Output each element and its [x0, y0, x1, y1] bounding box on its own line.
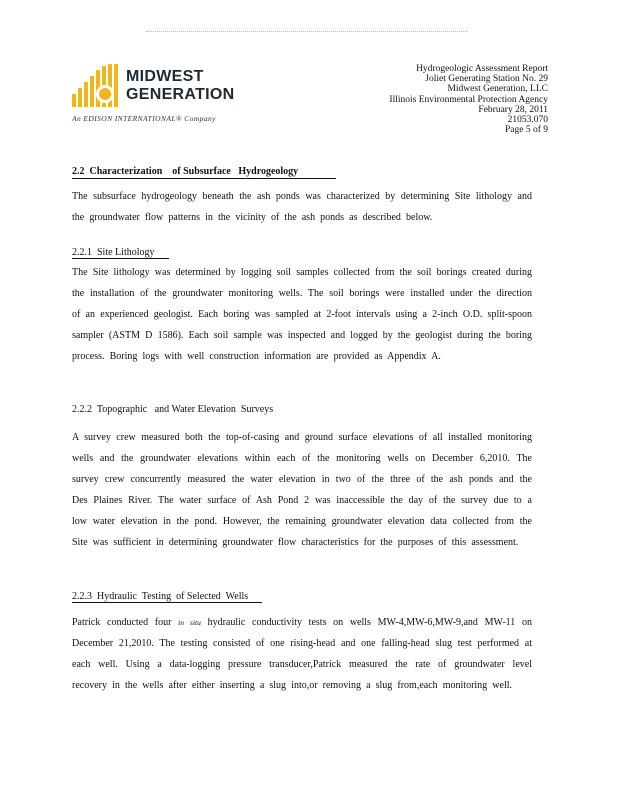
logo-tagline: An EDISON INTERNATIONAL® Company — [72, 114, 216, 123]
section-intro-paragraph — [72, 186, 532, 228]
company-logo — [72, 64, 272, 126]
station-name: Joliet Generating Station No. 29 — [425, 74, 548, 85]
agency-name: Illinois Environmental Protection Agency — [389, 94, 548, 105]
lithology-text: The Site lithology was determined by logging soil samples collected from the soil borings created during the installation of the groundwater monitoring wells. The soil borings were installed under the direction of an experienced geologist. Each boring was sampled at 2-foot intervals using a 2-inch O.D. split-spoon sampler (ASTM D 1586). Each soil sample was inspected and logged by the geologist during the boring process. Boring logs with well construction information are provided as Appendix A. — [72, 267, 532, 362]
report-date: February 28, 2011 — [478, 104, 548, 115]
project-number: 21053.070 — [507, 115, 548, 126]
surveys-paragraph — [72, 427, 532, 553]
section-heading: 2.2 Characterization of Subsurface Hydrogeology — [72, 166, 336, 179]
surveys-text: A survey crew measured both the top-of-casing and ground surface elevations of all installed monitoring wells and the groundwater elevations within each of the monitoring wells on December 6,2010. The survey crew concurrently measured the water elevation in two of the three of the ash ponds and the Des Plaines River. The water surface of Ash Pond 2 was inaccessible the day of the survey due to a low water elevation in the pond. However, the remaining groundwater elevation data collected from the Site was sufficient in determining groundwater flow characteristics for the purposes of this assessment. — [72, 432, 532, 548]
report-header — [389, 64, 548, 135]
logo-word-generation: GENERATION — [126, 86, 235, 103]
hydraulic-text-before: Patrick conducted four — [72, 617, 172, 628]
hydraulic-text — [72, 612, 532, 696]
subsection-heading-hydraulic: 2.2.3 Hydraulic Testing of Selected Wells — [72, 591, 262, 603]
intro-text: The subsurface hydrogeology beneath the ash ponds was characterized by determining Site lithology and the groundwater flow patterns in the vicinity of the ash ponds as described below. — [72, 191, 532, 223]
hydraulic-paragraph — [72, 612, 532, 696]
report-title: Hydrogeologic Assessment Report — [416, 64, 548, 74]
page-number: Page 5 of 9 — [504, 125, 548, 136]
lithology-paragraph — [72, 262, 532, 367]
subsection-heading-surveys: 2.2.2 Topographic and Water Elevation Surveys — [72, 404, 274, 415]
top-dotted-rule — [146, 31, 468, 32]
logo-word-midwest: MIDWEST — [126, 68, 204, 85]
sun-logo-icon — [72, 64, 120, 108]
company-name: Midwest Generation, LLC — [447, 84, 548, 95]
hydraulic-text-after: hydraulic conductivity tests on wells MW-4,MW-6,MW-9,and MW-11 on December 21,2010. The testing consisted of one rising-head and one falling-head slug test performed at each well. Using a data-logging pressure transducer,Patrick measured the rate of groundwater level recovery in the wells after either inserting a slug into,or removing a slug from,each monitoring well. — [72, 617, 532, 691]
subsection-heading-lithology: 2.2.1 Site Lithology — [72, 247, 169, 259]
hydraulic-text-italic: in situ — [178, 618, 201, 627]
